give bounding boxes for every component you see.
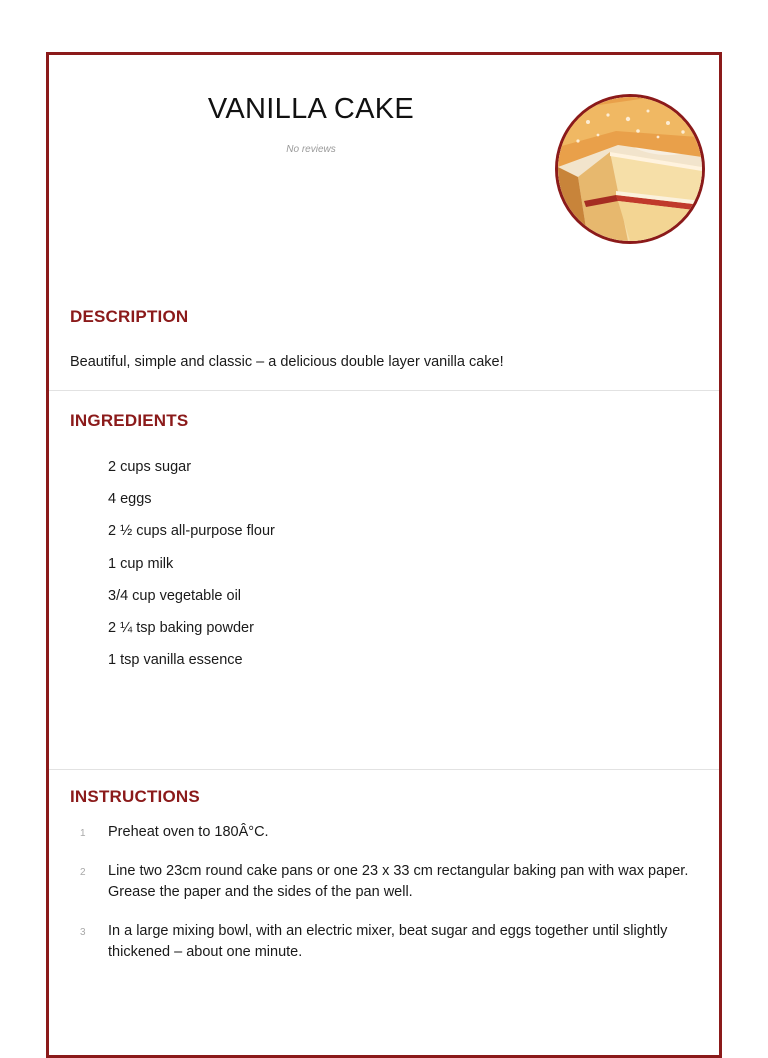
recipe-photo (555, 94, 705, 244)
instruction-step (70, 822, 700, 844)
reviews-status[interactable]: No reviews (286, 144, 336, 155)
instructions-heading: INSTRUCTIONS (70, 787, 200, 806)
section-divider (49, 390, 719, 391)
ingredients-heading: INGREDIENTS (70, 411, 189, 430)
recipe-card (46, 52, 722, 1058)
ingredient-item: 3/4 cup vegetable oil (108, 587, 242, 604)
instructions-list (70, 822, 700, 964)
step-text: In a large mixing bowl, with an electric mixer, beat sugar and eggs together until slightly thickened – about one minute. (108, 922, 668, 960)
ingredient-item: 2 cups sugar (108, 459, 192, 475)
section-divider (49, 769, 719, 770)
instruction-step (70, 921, 700, 964)
ingredient-item: 1 cup milk (108, 555, 174, 572)
ingredient-item: 2 ½ cups all-purpose flour (108, 523, 275, 540)
description-heading: DESCRIPTION (70, 307, 189, 326)
step-number: 1 (80, 828, 86, 839)
instruction-step (70, 861, 700, 904)
step-text: Line two 23cm round cake pans or one 23 x 33 cm rectangular baking pan with wax paper. Grease the paper and the sides of the pan well. (108, 862, 689, 900)
ingredients-list (108, 459, 275, 684)
ingredient-item: 2 ¼ tsp baking powder (108, 619, 254, 636)
step-number: 2 (80, 866, 86, 878)
ingredient-item: 1 tsp vanilla essence (108, 652, 243, 669)
step-number: 3 (80, 926, 86, 938)
step-text: Preheat oven to 180Â°C. (108, 824, 269, 840)
description-text: Beautiful, simple and classic – a delicious double layer vanilla cake! (70, 354, 504, 370)
ingredient-item: 4 eggs (108, 491, 152, 508)
recipe-title: VANILLA CAKE (207, 93, 415, 125)
cake-photo-icon (558, 97, 702, 241)
